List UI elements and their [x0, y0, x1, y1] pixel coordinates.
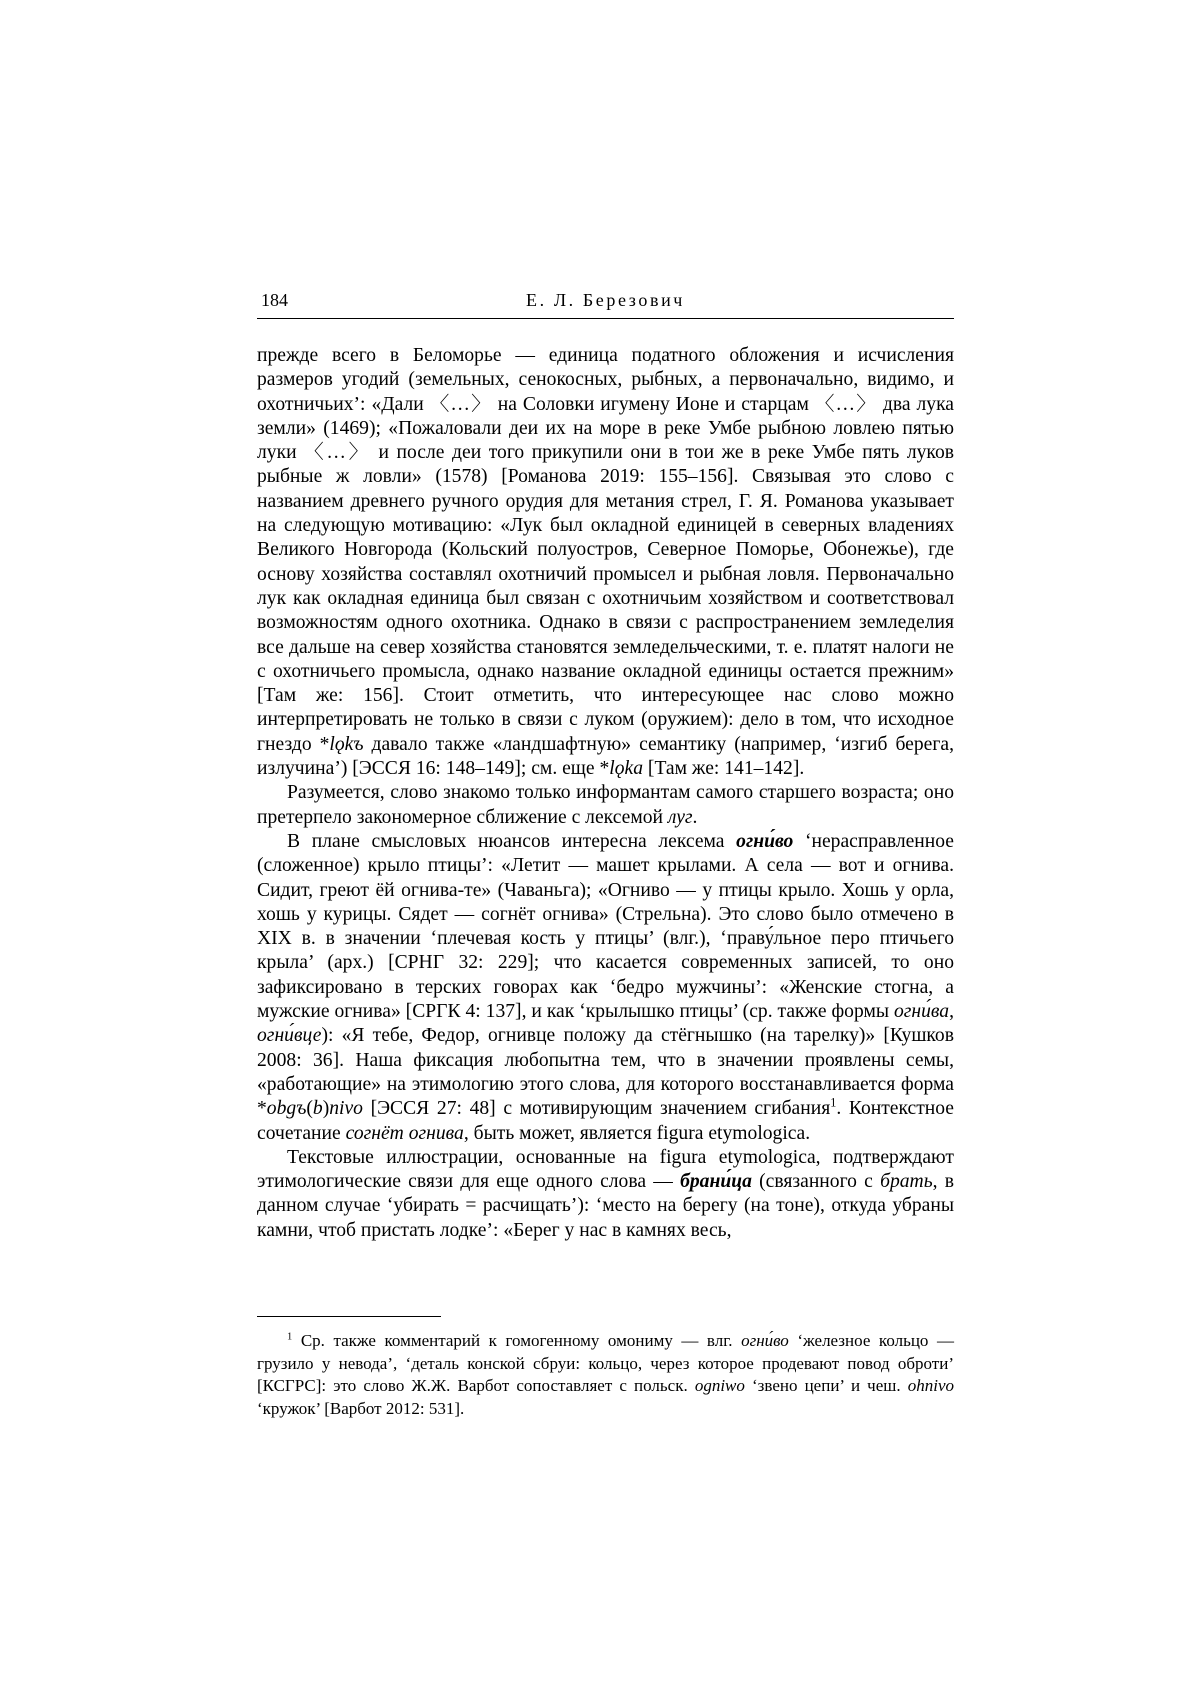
page-number: 184	[261, 290, 288, 310]
footnote-separator	[257, 1316, 441, 1317]
footnote-ref-1[interactable]: 1	[830, 1095, 837, 1110]
paragraph-3: В плане смысловых нюансов интересна лексема огни́во ‘нерасправленное (сложенное) крыло птицы’: «Летит — машет крылами. А села — вот и огнива. Сидит, греют ёй огнива-те» (Чаваньга); «Огниво — у птицы крыло. Хошь у орла, хошь у курицы. Сядет — согнёт огнива» (Стрельна). Это слово было отмечено в XIX в. в значении ‘плечевая кость у птицы’ (влг.), ‘праву́льное перо птичьего крыла’ (арх.) [СРНГ 32: 229]; что касается современных записей, то оно зафиксировано в терских говорах как ‘бедро мужчины’: «Женские стогна, а мужские огнива» [СРГК 4: 137], и как ‘крылышко птицы’ (ср. также формы огни́ва, огни́вце): «Я тебе, Федор, огнивце положу да стёгнышко (на тарелку)» [Кушков 2008: 36]. Наша фиксация любопытна тем, что в значении проявлены семы, «работающие» на этимологию этого слова, для которого восстанавливается форма *obgъ(b)nivo [ЭССЯ 27: 48] с мотивирующим значением сгибания$^1$. Контекстное сочетание согнёт огнива, быть может, является figura etymologica.	[257, 830, 954, 1144]
etymon-loku: lǫkъ	[329, 733, 364, 755]
running-title: Е. Л. Березович	[526, 290, 685, 310]
footnote-1: $^1$ Ср. также комментарий к гомогенному омониму — влг. огни́во ‘железное кольцо — грузило у невода’, ‘деталь конской сбруи: кольцо, через которое продевают повод оброти’ [КСГРС]: это слово Ж.Ж. Варбот сопоставляет с польск. ogniwo ‘звено цепи’ и чеш. ohnivo ‘кружок’ [Варбот 2012: 531].	[257, 1331, 954, 1418]
paragraph-2: Разумеется, слово знакомо только информантам самого старшего возраста; оно претерпело закономерное сближение с лексемой луг.	[257, 782, 954, 828]
headword-branica: брани́ца	[680, 1171, 752, 1193]
lexeme-lug: луг	[667, 806, 693, 828]
paragraph-4: Текстовые иллюстрации, основанные на figura etymologica, подтверждают этимологические связи для еще одного слова — брани́ца (связанного с брать, в данном случае ‘убирать = расчищать’): ‘место на берегу (на тоне), откуда убраны камни, чтоб пристать лодке’: «Берег у нас в камнях весь,	[257, 1146, 954, 1241]
footnote-mark: 1	[287, 1331, 293, 1343]
headword-ognivo: огни́во	[736, 830, 794, 852]
body-text	[257, 344, 954, 1243]
paragraph-1: прежде всего в Беломорье — единица податного обложения и исчисления размеров угодий (земельных, сенокосных, рыбных, а первоначально, видимо, и охотничьих’: «Дали 〈…〉 на Соловки игумену Ионе и старцам 〈…〉 два лука земли» (1469); «Пожаловали деи их на море в реке Умбе рыбною ловлею пятью луки 〈…〉 и после деи того прикупили они в тои же в реке Умбе пять луков рыбные ж ловли» (1578) [Романова 2019: 155–156]. Связывая это слово с названием древнего ручного орудия для метания стрел, Г. Я. Романова указывает на следующую мотивацию: «Лук был окладной единицей в северных владениях Великого Новгорода (Кольский полуостров, Северное Поморье, Обонежье), где основу хозяйства составлял охотничий промысел и рыбная ловля. Первоначально лук как окладная единица был связан с охотничьим хозяйством и соответствовал возможностям одного охотника. Однако в связи с распространением земледелия все дальше на север хозяйства становятся земледельческими, т. е. платят налоги не с охотничьего промысла, однако название окладной единицы остается прежним» [Там же: 156]. Стоит отметить, что интересующее нас слово можно интерпретировать не только в связи с луком (оружием): дело в том, что исходное гнездо *lǫkъ давало также «ландшафтную» семантику (например, ‘изгиб берега, излучина’) [ЭССЯ 16: 148–149]; см. еще *lǫka [Там же: 141–142].	[257, 345, 954, 780]
etymon-loka: lǫka	[609, 758, 644, 780]
running-header	[257, 288, 954, 319]
